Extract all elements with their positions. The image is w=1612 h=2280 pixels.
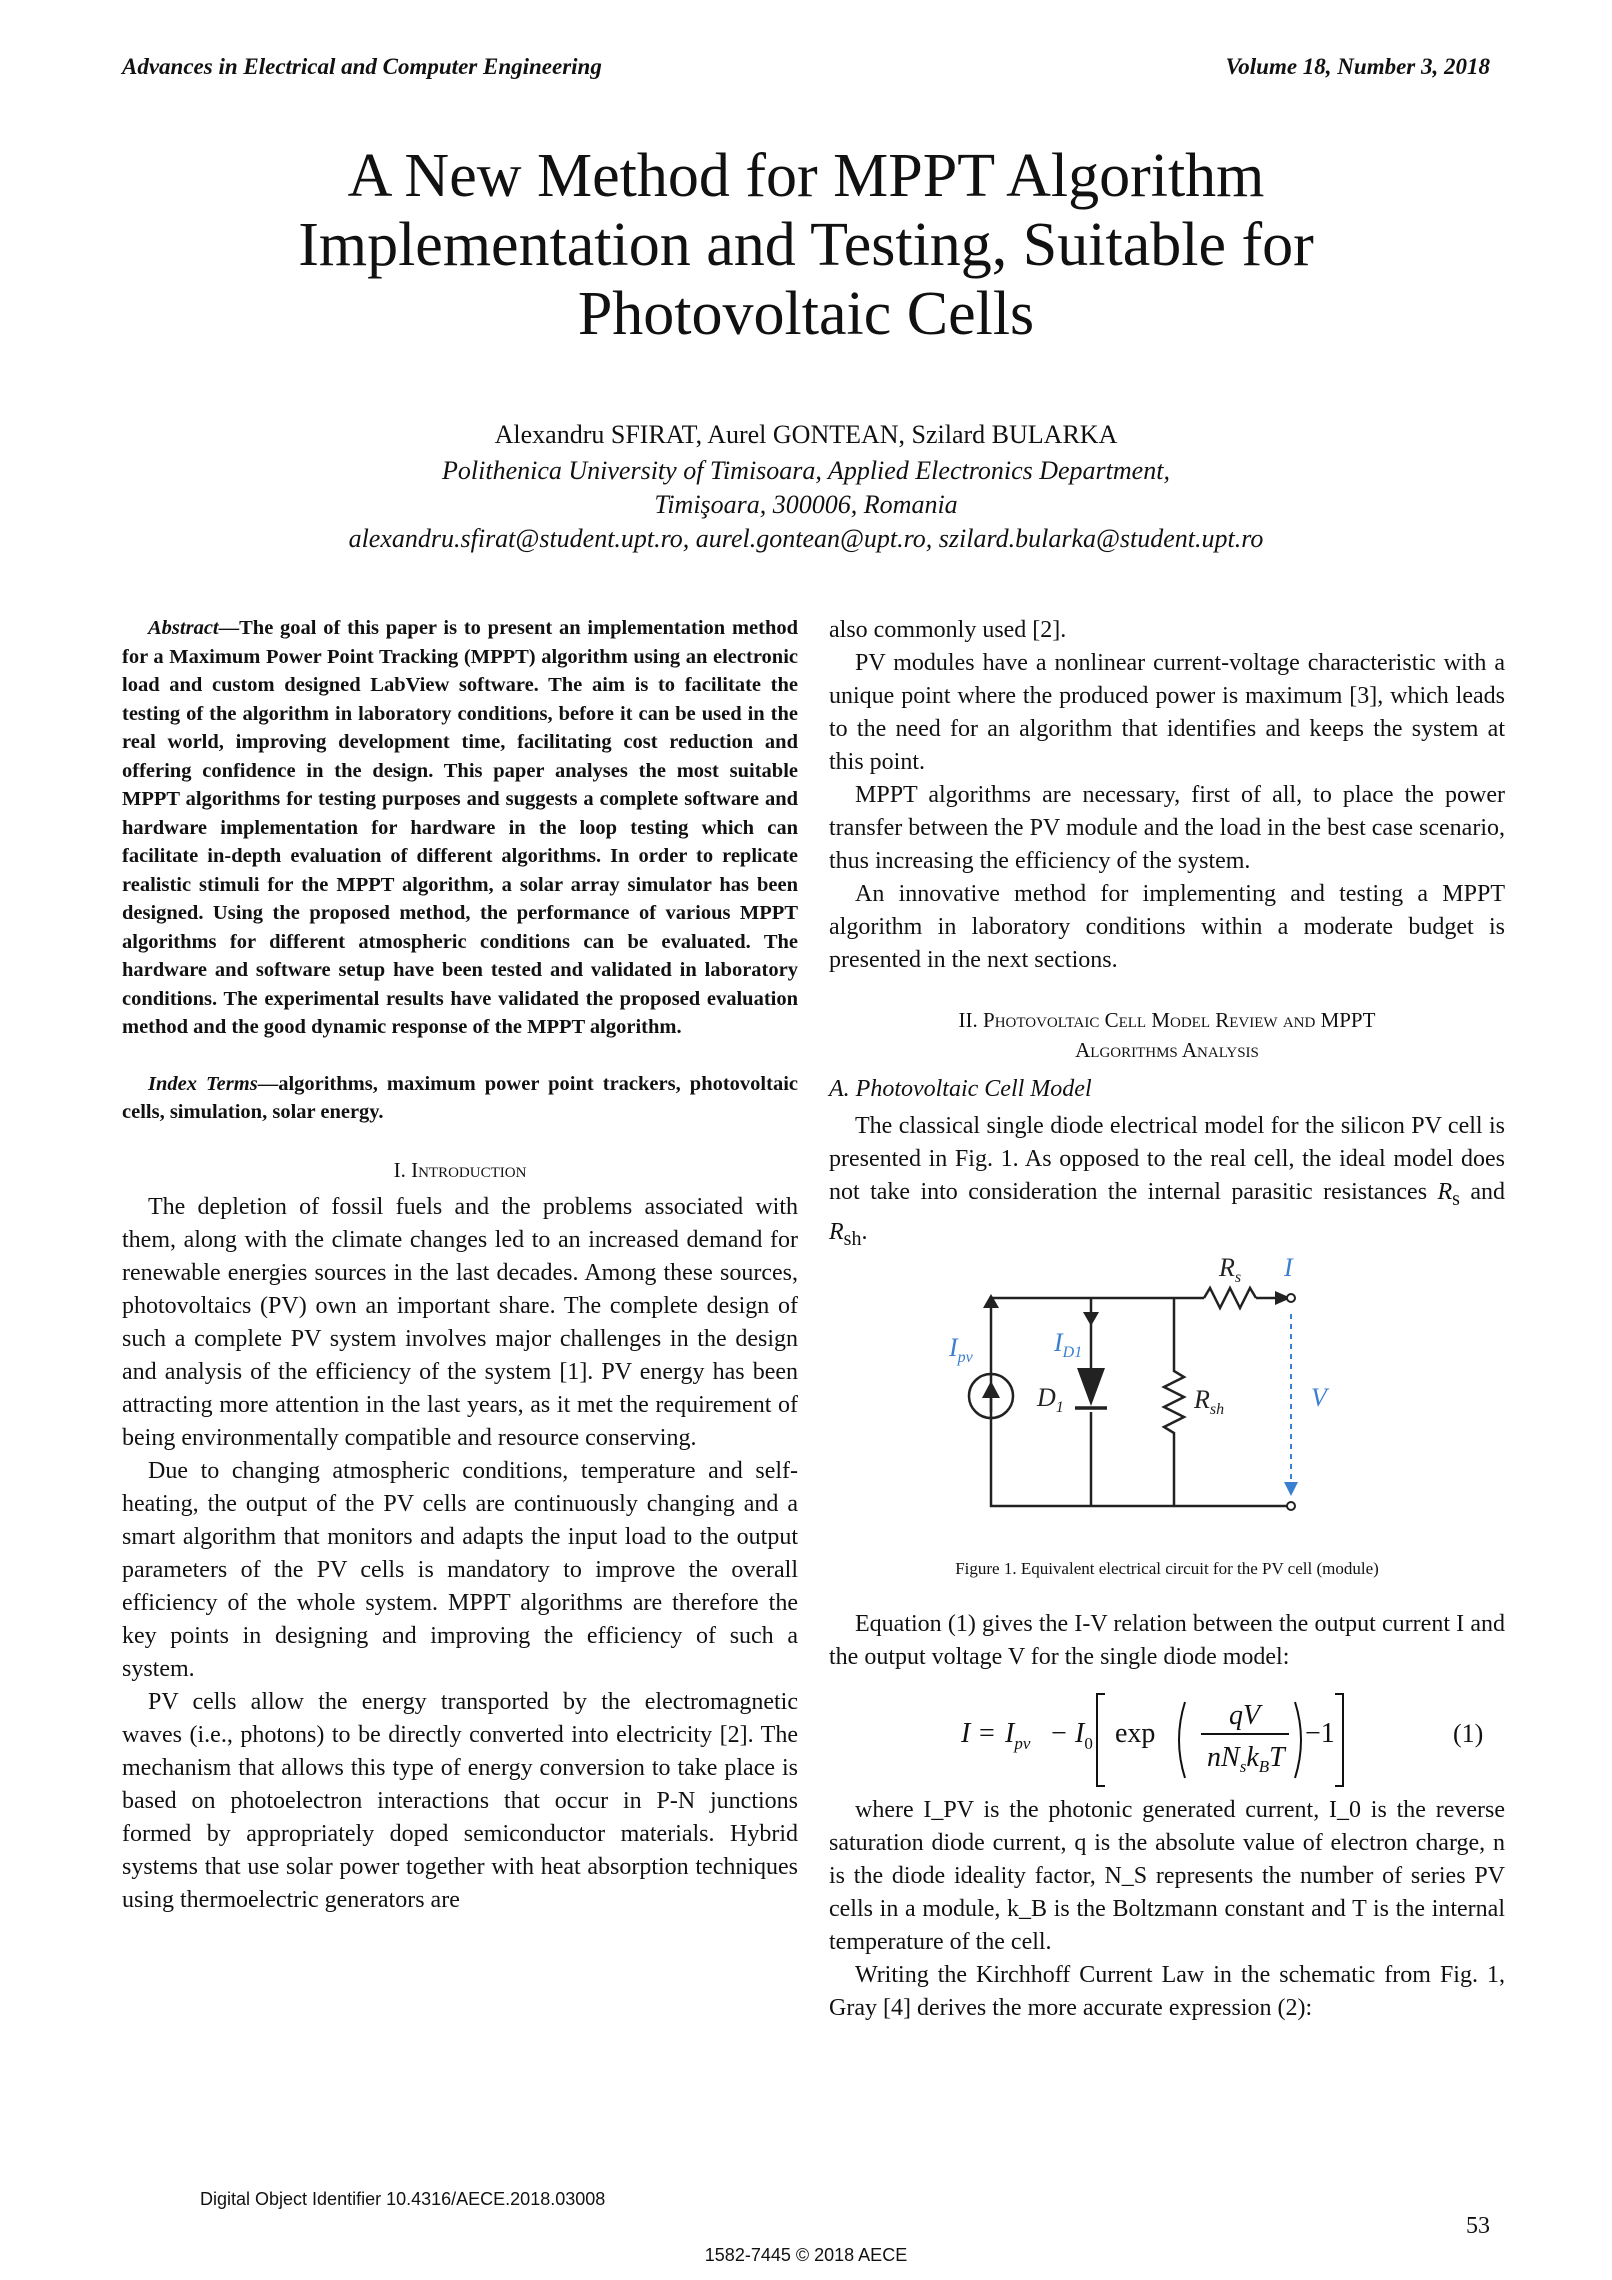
ipv-label-sub: pv: [957, 1348, 973, 1366]
paragraph: The depletion of fossil fuels and the problems associated with them, along with the climate changes led to an increased demand for renewable energies sources in the last decades. Among these sources, photovoltaics (PV) own an important share. The complete design of such a complete PV system involves major challenges in the design and analysis of the efficiency of the system [1]. PV energy has been attracting more attention in the last years, as it met the requirement of being environmentally compatible and resource conserving.: [122, 1193, 798, 1451]
id1-label: I: [1054, 1327, 1063, 1357]
paragraph: Due to changing atmospheric conditions, temperature and self-heating, the output of the PV cells are continuously changing and a smart algorithm that monitors and adapts the input load to the output parameters of the PV cells is mandatory to improve the overall efficiency of the whole system. MPPT algorithms are therefore the key points in designing and improving the efficiency of such a system.: [122, 1457, 798, 1682]
rsh-label: R: [1194, 1384, 1210, 1414]
rs-label: R: [1219, 1255, 1235, 1282]
d1-label-sub: 1: [1055, 1398, 1064, 1416]
eq-lhs: I: [961, 1717, 971, 1749]
figure-1: [829, 1256, 1505, 1556]
rsh-subscript: sh: [843, 1227, 862, 1250]
paragraph: [829, 1110, 1505, 1256]
eq-equals: =: [979, 1717, 995, 1749]
bottom-wire: [991, 1298, 1291, 1506]
rs-label-sub: s: [1234, 1268, 1242, 1286]
issn-copyright: 1582-7445 © 2018 AECE: [704, 2245, 908, 2265]
page-number: 53: [1466, 2213, 1490, 2239]
svg-text:Rs: [1218, 1256, 1241, 1286]
rsh-resistor: [1164, 1298, 1184, 1506]
author-list: Alexandru SFIRAT, Aurel GONTEAN, Szilard BULARKA: [494, 420, 1118, 449]
paragraph: An innovative method for implementing and testing a MPPT algorithm in laboratory conditions within a moderate budget is presented in the next sections.: [829, 881, 1505, 973]
section-heading: [829, 1005, 1505, 1065]
voltage-label: V: [1311, 1382, 1327, 1412]
right-column: [829, 614, 1505, 2025]
right-bracket: [1335, 1694, 1343, 1786]
eq-ipv-sub: pv: [1014, 1733, 1031, 1753]
eq-den-s: s: [1239, 1756, 1247, 1776]
svg-text:ID1: [1053, 1328, 1082, 1361]
section-heading-line: Algorithms Analysis: [1075, 1038, 1259, 1062]
volume-info: Volume 18, Number 3, 2018: [1225, 54, 1490, 79]
period: .: [861, 1218, 868, 1245]
equation-svg: [829, 1674, 1505, 1794]
paragraph: MPPT algorithms are necessary, first of all, to place the power transfer between the PV module and the load in the best case scenario, thus increasing the efficiency of the system.: [829, 782, 1505, 874]
abstract: [122, 614, 798, 1042]
equation-number: (1): [1453, 1718, 1484, 1748]
svg-text:nNskBT: [1207, 1742, 1287, 1776]
section-heading: I. Introduction: [393, 1157, 527, 1182]
section-heading-line: II. Photovoltaic Cell Model Review and MPPT: [958, 1008, 1376, 1032]
paragraph: PV modules have a nonlinear current-voltage characteristic with a unique point where the produced power is maximum [3], which leads to the need for an algorithm that identifies and keeps the system at this point.: [829, 650, 1505, 775]
paper-title: [0, 142, 1612, 349]
eq-den-k: k: [1246, 1741, 1259, 1773]
eq-ipv: I: [1005, 1717, 1015, 1749]
eq-exp: exp: [1115, 1717, 1156, 1749]
figure-caption: Figure 1. Equivalent electrical circuit for the PV cell (module): [955, 1558, 1379, 1578]
paragraph: Writing the Kirchhoff Current Law in the schematic from Fig. 1, Gray [4] derives the more accurate expression (2):: [829, 1961, 1505, 2021]
author-emails: alexandru.sfirat@student.upt.ro, aurel.gontean@upt.ro, szilard.bularka@student.upt.ro: [348, 524, 1264, 553]
index-terms-label: Index Terms: [148, 1072, 258, 1095]
title-line: A New Method for MPPT Algorithm: [347, 142, 1265, 210]
paragraph: also commonly used [2].: [829, 617, 1067, 643]
left-paren: [1179, 1702, 1185, 1778]
svg-text:I0: [1074, 1718, 1093, 1753]
diode-symbol: [1077, 1368, 1105, 1406]
d1-label: D: [1037, 1382, 1056, 1412]
svg-text:Ipv: [948, 1333, 974, 1366]
eq-i0-sub: 0: [1084, 1733, 1093, 1753]
paragraph: Equation (1) gives the I-V relation between the output current I and the output voltage V for the single diode model:: [829, 1610, 1505, 1670]
eq-minus-one: −1: [1305, 1717, 1335, 1749]
right-paren: [1295, 1702, 1301, 1778]
title-line: Implementation and Testing, Suitable for: [298, 211, 1314, 279]
affiliation-line: Timişoara, 300006, Romania: [654, 490, 958, 519]
conjunction: and: [1459, 1179, 1506, 1205]
title-line: Photovoltaic Cells: [577, 280, 1035, 348]
svg-text:Rsh: [1193, 1385, 1224, 1418]
eq-i0: I: [1075, 1717, 1085, 1749]
index-terms: [122, 1070, 798, 1127]
subsection-heading: A. Photovoltaic Cell Model: [829, 1076, 1092, 1102]
id1-label-sub: D1: [1062, 1343, 1083, 1361]
left-bracket: [1097, 1694, 1105, 1786]
paragraph-text: The classical single diode electrical model for the silicon PV cell is presented in Fig. 1. As opposed to the real cell, the ideal model does not take into consideration the internal parasitic resistances: [829, 1113, 1505, 1205]
abstract-label: Abstract: [148, 617, 219, 639]
left-column: [122, 614, 798, 1917]
index-terms-text: —algorithms, maximum power point trackers, photovoltaic cells, simulation, solar energy.: [122, 1072, 798, 1123]
rsh-label-sub: sh: [1209, 1400, 1225, 1418]
id1-arrow: [1083, 1312, 1099, 1326]
ipv-label: I: [949, 1332, 958, 1362]
voltage-arrow-head: [1284, 1482, 1298, 1496]
eq-minus: −: [1051, 1717, 1067, 1749]
journal-name: Advances in Electrical and Computer Engineering: [122, 54, 602, 79]
output-terminal: [1287, 1294, 1295, 1302]
rsh-symbol: R: [829, 1218, 844, 1245]
eq-den-n: nN: [1207, 1741, 1240, 1773]
rs-resistor: [1204, 1288, 1256, 1308]
svg-text:D1: [1036, 1383, 1064, 1416]
svg-text:Ipv: [1004, 1718, 1031, 1753]
rs-symbol: R: [1437, 1179, 1453, 1205]
ipv-arrow: [983, 1294, 999, 1308]
equation-1: [829, 1674, 1505, 1794]
eq-den-t: T: [1269, 1741, 1285, 1773]
rs-subscript: s: [1452, 1187, 1460, 1210]
abstract-text: —The goal of this paper is to present an implementation method for a Maximum Power Point Tracking (MPPT) algorithm using an electronic load and custom designed LabView software. The aim is to facilitate the testing of the algorithm in laboratory conditions, before it can be used in the real world, improving development time, facilitating cost reduction and offering confidence in the design. This paper analyses the most suitable MPPT algorithms for testing purposes and suggests a complete software and hardware implementation for hardware in the loop testing which can facilitate in-depth evaluation of different algorithms. In order to replicate realistic stimuli for the MPPT algorithm, a solar array simulator has been designed. Using the proposed method, the performance of various MPPT algorithms for different atmospheric conditions can be evaluated. The hardware and software setup have been tested and validated in laboratory conditions. The experimental results have validated the proposed evaluation method and the good dynamic response of the MPPT algorithm.: [122, 617, 798, 1038]
doi: Digital Object Identifier 10.4316/AECE.2018.03008: [200, 2189, 606, 2209]
affiliation-line: Polithenica University of Timisoara, Applied Electronics Department,: [442, 456, 1170, 485]
paragraph: PV cells allow the energy transported by the electromagnetic waves (i.e., photons) to be directly converted into electricity [2]. The mechanism that allows this type of energy conversion to take place is based on photoelectron interactions that occur in P-N junctions formed by appropriately doped semiconductor materials. Hybrid systems that use solar power together with heat absorption techniques using thermoelectric generators are: [122, 1688, 798, 1913]
paragraph: where I_PV is the photonic generated current, I_0 is the reverse saturation diode current, q is the absolute value of electron charge, n is the diode ideality factor, N_S represents the number of series PV cells in a module, k_B is the Boltzmann constant and T is the internal temperature of the cell.: [829, 1796, 1505, 1955]
current-label: I: [1284, 1255, 1293, 1282]
pv-circuit-diagram: [829, 1256, 1505, 1556]
ground-terminal: [1287, 1502, 1295, 1510]
current-source-arrow: [982, 1381, 1000, 1398]
eq-numerator: qV: [1229, 1699, 1261, 1731]
eq-den-b: B: [1258, 1756, 1270, 1776]
